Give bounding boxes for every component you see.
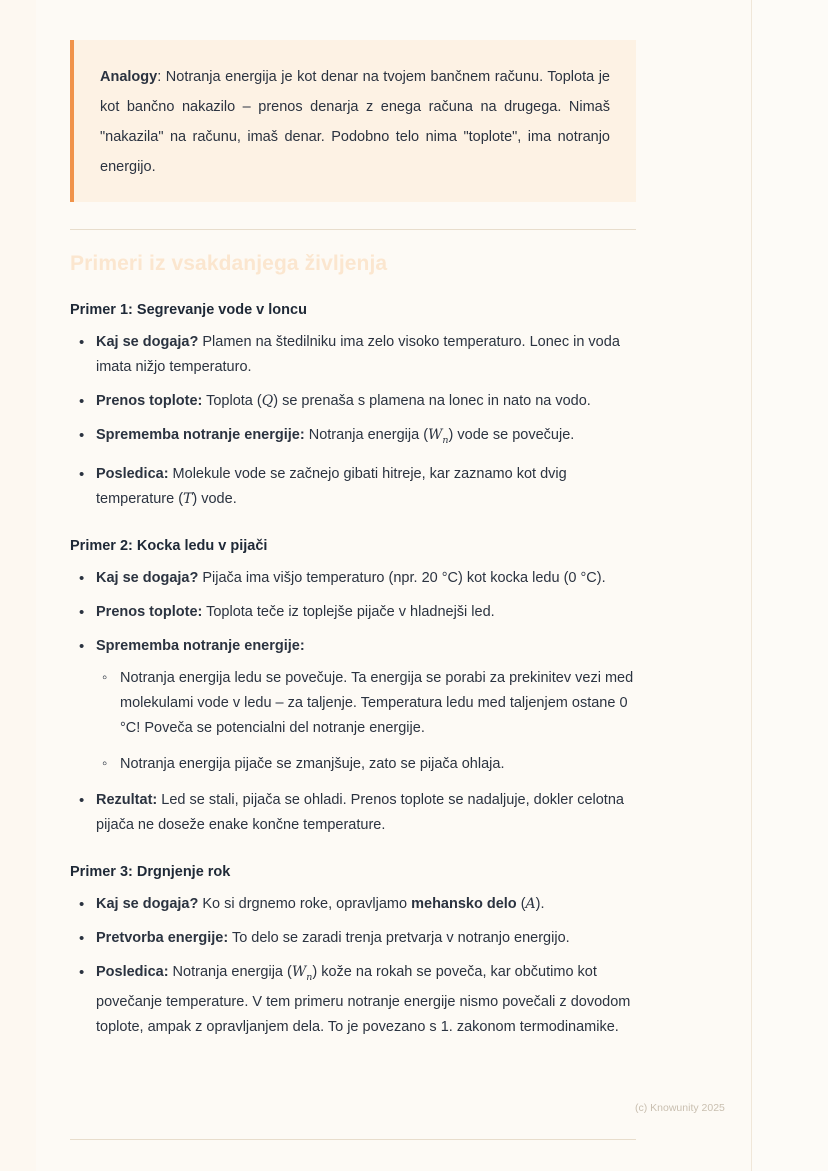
page-right-margin <box>751 0 828 1171</box>
list-item-text: Molekule vode se začnejo gibati hitreje, kar zaznamo kot dvig temperature ( <box>96 465 567 507</box>
list-item <box>70 892 636 917</box>
list-item <box>70 423 636 453</box>
example-1-list <box>70 330 636 512</box>
list-item-lead: Sprememba notranje energije: <box>96 427 305 443</box>
list-item-bold-mid: mehansko delo <box>411 895 517 912</box>
example-3-list <box>70 892 636 1040</box>
sub-list <box>96 666 636 777</box>
math-subscript: n <box>442 434 449 446</box>
list-item-text: Toplota ( <box>202 393 262 409</box>
math-symbol: T <box>183 490 193 507</box>
math-base: W <box>428 427 443 443</box>
page-left-margin <box>0 0 36 1171</box>
list-item <box>70 600 636 625</box>
example-2-list <box>70 566 636 838</box>
list-item-lead: Posledica: <box>96 465 169 482</box>
list-item-text: Notranja energija ( <box>304 427 429 443</box>
sub-list-item: ◦ Notranja energija pijače se zmanjšuje, zato se pijača ohlaja. <box>96 752 636 777</box>
example-1-heading: Primer 1: Segrevanje vode v loncu <box>70 302 307 318</box>
list-item-lead: Prenos toplote: <box>96 393 203 409</box>
list-item-text: To delo se zaradi trenja pretvarja v notranjo energijo. <box>228 929 570 946</box>
list-item-lead: Kaj se dogaja? <box>96 334 199 350</box>
math-symbol <box>291 963 313 983</box>
list-item-text: Plamen na štedilniku ima zelo visoko temperaturo. Lonec in voda imata nižjo temperaturo. <box>96 334 620 375</box>
example-3-heading: Primer 3: Drgnjenje rok <box>70 863 231 880</box>
math-symbol: A <box>525 895 536 912</box>
list-item <box>70 330 636 380</box>
page-title: Primeri iz vsakdanjega življenja <box>70 252 388 275</box>
sub-list-item: ◦ Notranja energija ledu se povečuje. Ta energija se porabi za prekinitev vezi med molekulami vode v ledu – za taljenje. Temperatura ledu med taljenjem ostane 0 °C! Poveča se potencialni del notranje energije. <box>96 666 636 741</box>
list-item-lead: Sprememba notranje energije: <box>96 637 305 654</box>
list-item <box>70 926 636 951</box>
list-item-lead: Kaj se dogaja? <box>96 569 199 586</box>
math-symbol <box>428 427 449 446</box>
list-item-lead: Rezultat: <box>96 791 158 808</box>
list-item <box>70 960 636 1040</box>
copyright-note: (c) Knowunity 2025 <box>635 1102 725 1114</box>
example-2-heading: Primer 2: Kocka ledu v pijači <box>70 537 268 554</box>
list-item <box>70 566 636 591</box>
list-item <box>70 634 636 777</box>
list-item-text-after: ) se prenaša s plamena na lonec in nato na vodo. <box>273 393 591 409</box>
math-subscript: n <box>306 971 313 983</box>
list-item-text-after: ) vode se povečuje. <box>448 427 575 443</box>
list-item-text: Pijača ima višjo temperaturo (npr. 20 °C) kot kocka ledu (0 °C). <box>198 569 606 586</box>
list-item <box>70 462 636 512</box>
analogy-body: : Notranja energija je kot denar na tvojem bančnem računu. Toplota je kot bančno nakazilo – prenos denarja z enega računa na drugega. Nimaš "nakazila" na računu, imaš denar. Podobno telo nima "toplote", ima notranjo energijo. <box>100 69 610 175</box>
list-item-text-mid: ( <box>516 895 526 912</box>
list-item-text: Notranja energija ( <box>168 963 292 980</box>
section-divider-top <box>70 229 636 230</box>
list-item-text: Toplota teče iz toplejše pijače v hladnejši led. <box>202 603 495 620</box>
analogy-label: Analogy <box>100 69 158 85</box>
list-item-lead: Prenos toplote: <box>96 603 203 620</box>
list-item-lead: Pretvorba energije: <box>96 929 229 946</box>
section-divider-bottom <box>70 1139 636 1140</box>
list-item-text-after: ) kože na rokah se poveča, kar občutimo kot povečanje temperature. V tem primeru notranje energije nismo povečali z dovodom toplote, ampak z opravljanjem dela. To je povezano s 1. zakonom termodinamike. <box>96 963 631 1035</box>
list-item-text: Ko si drgnemo roke, opravljamo <box>198 895 412 912</box>
list-item <box>70 788 636 838</box>
math-symbol: Q <box>261 393 274 409</box>
list-item-text-after: ) vode. <box>192 490 237 507</box>
list-item-text: Led se stali, pijača se ohladi. Prenos toplote se nadaljuje, dokler celotna pijača ne doseže enake končne temperature. <box>96 791 624 833</box>
list-item-text-after: ). <box>535 895 545 912</box>
list-item-lead: Posledica: <box>96 963 169 980</box>
document-content <box>70 0 636 1049</box>
list-item-lead: Kaj se dogaja? <box>96 895 199 912</box>
math-base: W <box>291 963 307 980</box>
analogy-text <box>100 62 610 182</box>
list-item <box>70 389 636 414</box>
analogy-callout <box>70 40 636 202</box>
